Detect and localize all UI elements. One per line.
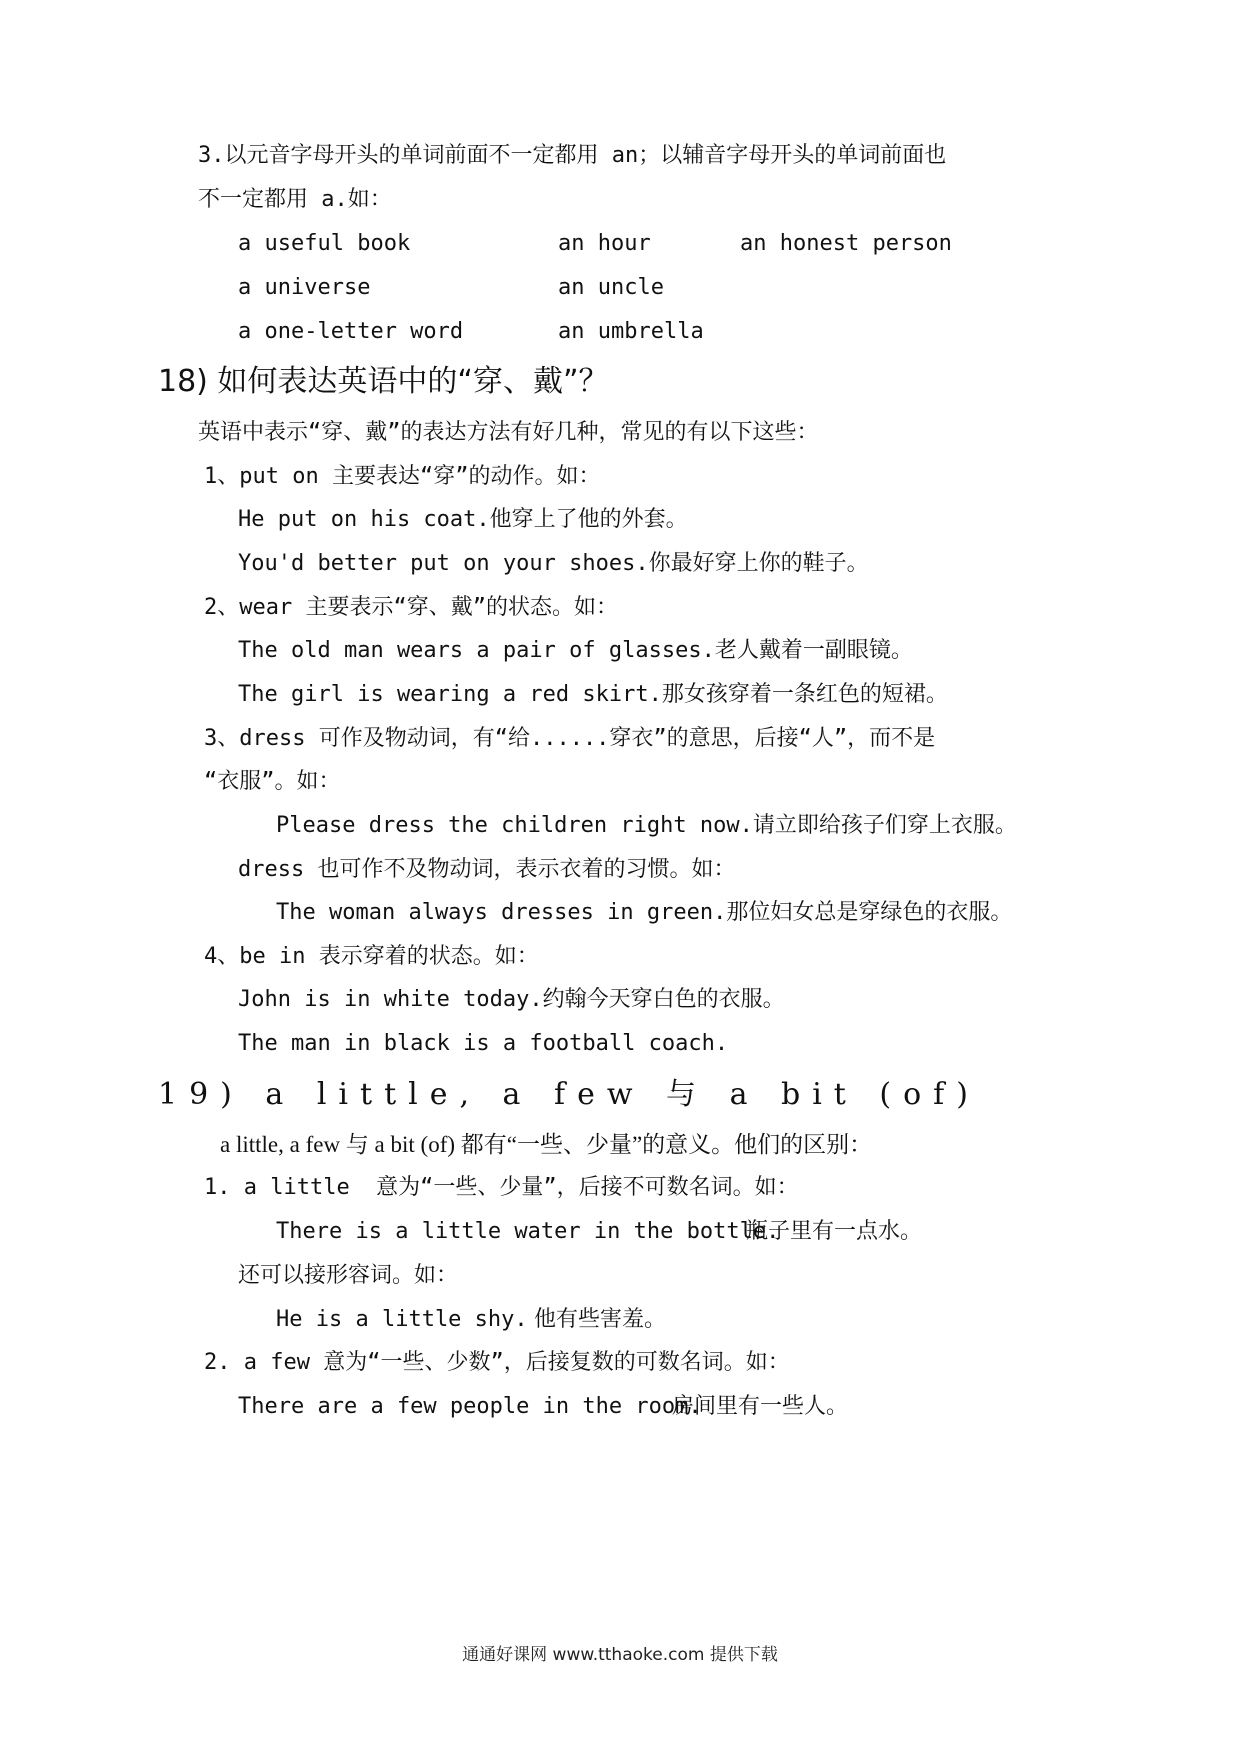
section-19-item-2-example-1-zh: 房间里有一些人。: [672, 1394, 849, 1419]
section-19-item-1-example-1-zh: 瓶子里有一点水。: [746, 1219, 923, 1244]
section-18-intro: 英语中表示“穿、戴”的表达方法有好几种，常见的有以下这些：: [198, 420, 819, 445]
section-18-item-4-example-1: John is in white today.约翰今天穿白色的衣服。: [238, 987, 785, 1012]
section-18-item-4-example-2: The man in black is a football coach.: [238, 1031, 729, 1056]
section-18-item-3-line-1: 3、dress 可作及物动词，有“给......穿衣”的意思，后接“人”，而不是: [204, 726, 936, 751]
section-19-item-2-example-1-en: There are a few people in the room.: [238, 1394, 702, 1419]
section-19-item-1-example-2-en: He is a little shy.: [276, 1307, 528, 1332]
section-19-item-2: 2. a few 意为“一些、少数”，后接复数的可数名词。如：: [204, 1350, 790, 1375]
section-19-item-1-example-2-zh: 他有些害羞。: [534, 1307, 667, 1332]
section-18-item-3-example-1: Please dress the children right now.请立即给孩子们穿上衣服。: [276, 813, 1017, 838]
section-18-item-2-example-1: The old man wears a pair of glasses.老人戴着一副眼镜。: [238, 638, 913, 663]
page-footer: 通通好课网 www.tthaoke.com 提供下载: [462, 1645, 778, 1665]
example-a-useful-book: a useful book: [238, 231, 411, 256]
section-18-item-3-note: dress 也可作不及物动词，表示衣着的习惯。如：: [238, 857, 736, 882]
example-an-uncle: an uncle: [558, 275, 664, 300]
section-19-item-1: 1. a little 意为“一些、少量”，后接不可数名词。如：: [204, 1175, 799, 1200]
section-18-item-2-example-2: The girl is wearing a red skirt.那女孩穿着一条红色的短裙。: [238, 682, 948, 707]
section-18-item-1-example-1: He put on his coat.他穿上了他的外套。: [238, 507, 688, 532]
section-18-item-1: 1、put on 主要表达“穿”的动作。如：: [204, 464, 601, 489]
section-18-item-1-example-2: You'd better put on your shoes.你最好穿上你的鞋子。: [238, 551, 869, 576]
section-18-item-3-example-2: The woman always dresses in green.那位妇女总是穿绿色的衣服。: [276, 900, 1013, 925]
intro-line-1: 3.以元音字母开头的单词前面不一定都用 an；以辅音字母开头的单词前面也: [198, 143, 947, 168]
section-18-item-2: 2、wear 主要表示“穿、戴”的状态。如：: [204, 595, 618, 620]
section-18-item-4: 4、be in 表示穿着的状态。如：: [204, 944, 539, 969]
section-18-item-3-line-2: “衣服”。如：: [204, 769, 341, 794]
section-19-item-1-note: 还可以接形容词。如：: [238, 1263, 459, 1288]
section-18-heading: 18) 如何表达英语中的“穿、戴”？: [158, 364, 609, 399]
example-an-hour: an hour: [558, 231, 651, 256]
example-an-honest-person: an honest person: [740, 231, 952, 256]
example-an-umbrella: an umbrella: [558, 319, 704, 344]
example-a-one-letter-word: a one-letter word: [238, 319, 464, 344]
section-19-intro: a little, a few 与 a bit (of) 都有“一些、少量”的意义。他们的区别：: [220, 1132, 873, 1157]
section-19-item-1-example-1-en: There is a little water in the bottle.: [276, 1219, 780, 1244]
example-a-universe: a universe: [238, 275, 371, 300]
intro-line-2: 不一定都用 a.如：: [198, 187, 392, 212]
section-19-heading: 19) a little, a few 与 a bit (of): [158, 1077, 980, 1112]
